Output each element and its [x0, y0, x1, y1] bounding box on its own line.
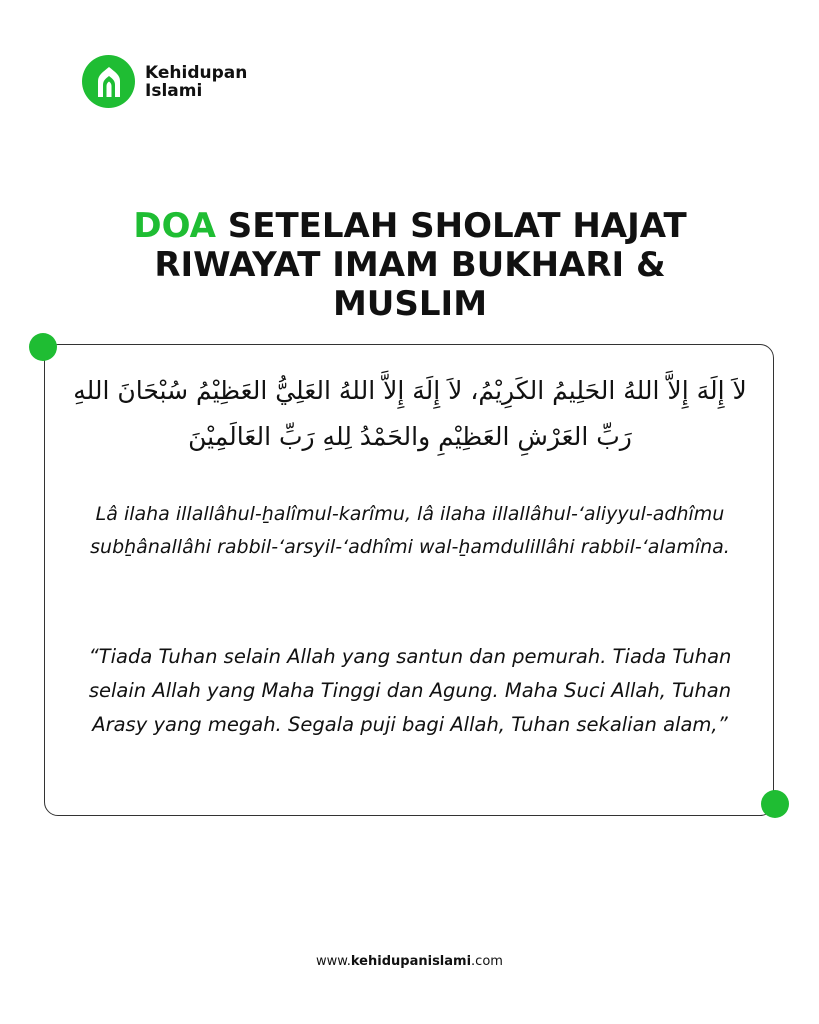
footer-prefix: www.	[316, 954, 351, 969]
title-rest: SETELAH SHOLAT HAJAT RIWAYAT IMAM BUKHARI & MUSLIM	[154, 206, 687, 324]
brand-logo	[82, 55, 247, 108]
decorative-dot-bottom-right	[761, 790, 789, 818]
title-accent-word: DOA	[133, 206, 216, 246]
decorative-dot-top-left	[29, 333, 57, 361]
footer-suffix: .com	[471, 954, 503, 969]
prayer-translation: “Tiada Tuhan selain Allah yang santun dan pemurah. Tiada Tuhan selain Allah yang Maha Tinggi dan Agung. Maha Suci Allah, Tuhan Arasy yang megah. Segala puji bagi Allah, Tuhan sekalian alam,”	[88, 645, 732, 736]
website-link[interactable]	[0, 954, 819, 969]
prayer-transliteration: Lâ ilaha illallâhul-ẖalîmul-karîmu, lâ ilaha illallâhul-‘aliyyul-adhîmu subẖânallâhi rabbil-‘arsyil-‘adhîmi wal-ẖamdulillâhi rabbil-‘alamîna.	[90, 503, 730, 558]
prayer-arabic-text: لاَ إِلَهَ إِلاَّ اللهُ الحَلِيمُ الكَرِيْمُ، لاَ إِلَهَ إِلاَّ اللهُ العَلِيُّ العَظِيْمُ سُبْحَانَ اللهِ رَبِّ العَرْشِ العَظِيْمِ والحَمْدُ لِلهِ رَبِّ العَالَمِيْنَ	[73, 376, 747, 451]
mosque-icon	[82, 55, 135, 108]
brand-name-line1: Kehidupan	[145, 62, 248, 83]
page-title	[90, 207, 730, 324]
brand-name	[145, 64, 247, 100]
brand-name-line2: Islami	[145, 80, 203, 101]
footer-domain: kehidupanislami	[350, 954, 472, 969]
